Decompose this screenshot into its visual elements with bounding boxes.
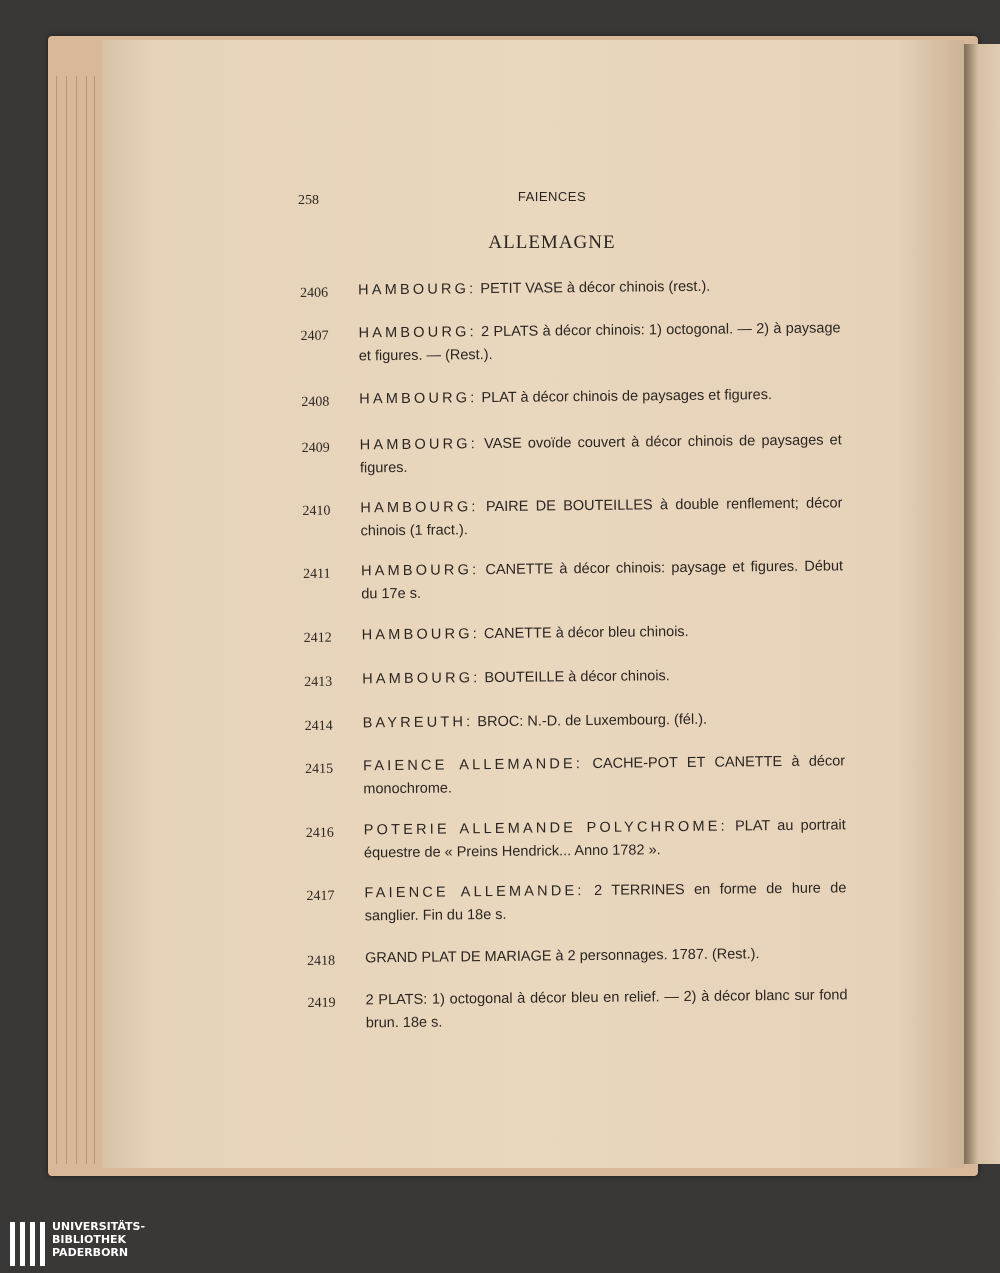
catalogue-entries (300, 274, 848, 1032)
section-title: ALLEMAGNE (488, 232, 616, 253)
library-logo-icon (10, 1222, 50, 1266)
catalogue-entry (303, 619, 834, 646)
entry-description: PAIRE DE BOUTEILLES à double renflement; décor chinois (1 fract.). (360, 495, 843, 540)
entry-description: 2 PLATS à décor chinois: 1) octogonal. — 2) à paysage et figures. — (Rest.). (358, 320, 841, 365)
entry-text (362, 663, 844, 691)
entry-description: CANETTE à décor chinois: paysage et figures. Début du 17e s. (361, 558, 844, 603)
lot-number: 2406 (300, 285, 329, 301)
catalogue-entry (301, 429, 842, 477)
page-number: 258 (298, 193, 319, 208)
catalogue-page (102, 40, 964, 1168)
page-edge-line (94, 76, 95, 1164)
catalogue-entry (307, 984, 848, 1032)
entry-text (363, 707, 845, 735)
catalogue-entry (306, 877, 847, 925)
logo-bar (30, 1222, 35, 1266)
entry-text (359, 383, 841, 411)
lot-number: 2411 (303, 566, 331, 582)
entry-lead: HAMBOURG: (362, 670, 481, 688)
entry-text (361, 555, 843, 606)
entry-lead: POTERIE ALLEMANDE POLYCHROME: (363, 818, 728, 839)
entry-description: BROC: N.-D. de Luxembourg. (fél.). (473, 711, 708, 731)
catalogue-entry (300, 317, 841, 365)
logo-line: UNIVERSITÄTS- (52, 1220, 146, 1233)
entry-lead: HAMBOURG: (360, 499, 479, 517)
entry-description: BOUTEILLE à décor chinois. (480, 668, 670, 687)
entry-lead: FAIENCE ALLEMANDE: (364, 883, 585, 902)
entry-description: PETIT VASE à décor chinois (rest.). (476, 278, 711, 298)
catalogue-entry (305, 750, 846, 798)
catalogue-entry (300, 274, 830, 301)
entry-lead: HAMBOURG: (358, 324, 477, 342)
lot-number: 2418 (307, 953, 336, 969)
catalogue-entry (301, 383, 831, 410)
library-logo-text (52, 1220, 145, 1259)
lot-number: 2409 (301, 440, 330, 456)
entry-description: 2 PLATS: 1) octogonal à décor bleu en relief. — 2) à décor blanc sur fond brun. 18e s. (365, 987, 848, 1032)
catalogue-entry (303, 555, 844, 603)
entry-lead: FAIENCE ALLEMANDE: (363, 756, 584, 775)
page-edge-line (66, 76, 67, 1164)
catalogue-entry (302, 492, 843, 540)
entry-description: GRAND PLAT DE MARIAGE à 2 personnages. 1787. (Rest.). (365, 946, 760, 967)
logo-line: PADERBORN (52, 1246, 129, 1259)
logo-bar (40, 1222, 45, 1266)
lot-number: 2417 (306, 888, 335, 904)
entry-description: CANETTE à décor bleu chinois. (479, 623, 689, 643)
entry-text (362, 619, 844, 647)
entry-description: VASE ovoïde couvert à décor chinois de paysages et figures. (359, 432, 842, 477)
entry-text (364, 814, 846, 865)
catalogue-entry (304, 707, 835, 734)
entry-text (358, 317, 840, 368)
facing-page-edge (964, 44, 1000, 1164)
entry-text (365, 984, 847, 1035)
entry-lead: BAYREUTH: (362, 714, 474, 732)
entry-description: CACHE-POT ET CANETTE à décor monochrome. (363, 753, 846, 798)
entry-description: 2 TERRINES en forme de hure de sanglier. Fin du 18e s. (364, 880, 847, 925)
entry-description: PLAT à décor chinois de paysages et figures. (477, 387, 773, 407)
entry-text (363, 750, 845, 801)
lot-number: 2414 (304, 718, 333, 734)
entry-lead: HAMBOURG: (359, 390, 478, 408)
entry-text (358, 274, 840, 302)
entry-lead: HAMBOURG: (359, 436, 479, 454)
logo-bar (20, 1222, 25, 1266)
page-edge-line (56, 76, 57, 1164)
lot-number: 2412 (303, 630, 332, 646)
page-edge-line (76, 76, 77, 1164)
logo-line: BIBLIOTHEK (52, 1233, 127, 1246)
running-head: FAIENCES (517, 189, 587, 204)
lot-number: 2416 (305, 825, 334, 841)
lot-number: 2415 (305, 761, 334, 777)
entry-text (360, 492, 842, 543)
entry-lead: HAMBOURG: (358, 281, 477, 299)
entry-description: PLAT au portrait équestre de « Preins Hendrick... Anno 1782 ». (363, 817, 846, 862)
lot-number: 2408 (301, 394, 330, 410)
entry-text (365, 942, 847, 970)
lot-number: 2407 (300, 328, 329, 344)
page-edge-line (86, 76, 87, 1164)
library-logo (10, 1220, 170, 1268)
catalogue-entry (304, 663, 834, 690)
lot-number: 2410 (302, 503, 331, 519)
catalogue-entry (305, 814, 846, 862)
entry-lead: HAMBOURG: (361, 626, 481, 644)
lot-number: 2413 (304, 674, 333, 690)
logo-bar (10, 1222, 15, 1266)
entry-lead: HAMBOURG: (360, 562, 480, 580)
entry-text (360, 429, 842, 480)
lot-number: 2419 (307, 995, 336, 1011)
entry-text (364, 877, 846, 928)
catalogue-entry (307, 942, 837, 969)
